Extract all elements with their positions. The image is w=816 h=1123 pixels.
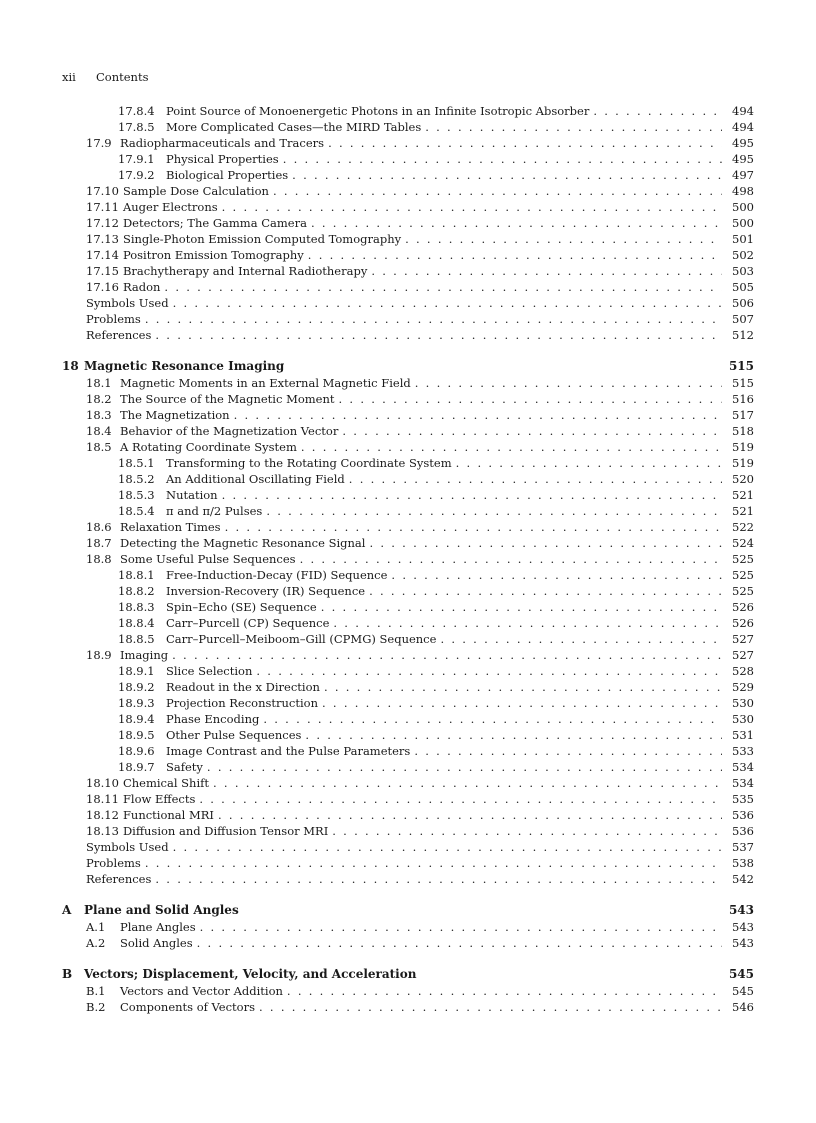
chapter-spacer [62, 951, 754, 965]
entry-page-number: 527 [732, 648, 754, 662]
entry-page-number: 528 [732, 664, 754, 678]
dot-leader [263, 711, 722, 727]
toc-subsection-entry[interactable] [62, 567, 754, 583]
entry-number: 18.11 [86, 792, 119, 806]
toc-subsection-entry[interactable] [62, 151, 754, 167]
toc-section-entry[interactable] [62, 423, 754, 439]
toc-subsection-entry[interactable] [62, 455, 754, 471]
entry-page-number: 536 [732, 808, 754, 822]
dot-leader [259, 999, 722, 1015]
dot-leader [425, 119, 722, 135]
entry-title: Functional MRI [122, 808, 214, 822]
dot-leader [349, 471, 722, 487]
dot-leader [414, 743, 722, 759]
dot-leader [197, 935, 722, 951]
toc-subsection-entry[interactable] [62, 743, 754, 759]
entry-number: 17.9 [86, 136, 112, 150]
toc-section-entry[interactable] [62, 775, 754, 791]
entry-page-number: 519 [732, 440, 754, 454]
entry-number: 17.13 [86, 232, 119, 246]
entry-page-number: 520 [732, 472, 754, 486]
entry-title: Point Source of Monoenergetic Photons in an Infinite Isotropic Absorber [166, 104, 590, 118]
toc-subsection-entry[interactable] [62, 583, 754, 599]
entry-number: 18.5 [86, 440, 112, 454]
entry-number: 18.9.4 [118, 712, 155, 726]
chapter-heading[interactable] [62, 965, 754, 983]
entry-number: 18.8.5 [118, 632, 155, 646]
chapter-number: 18 [62, 359, 79, 373]
dot-leader [339, 391, 722, 407]
entry-page-number: 498 [732, 184, 754, 198]
entry-page-number: 503 [732, 264, 754, 278]
entry-title: Sample Dose Calculation [122, 184, 269, 198]
dot-leader [283, 151, 722, 167]
dot-leader [213, 775, 722, 791]
toc-section-entry[interactable] [62, 263, 754, 279]
entry-page-number: 530 [732, 696, 754, 710]
toc-subsection-entry[interactable] [62, 679, 754, 695]
entry-title: The Magnetization [120, 408, 230, 422]
dot-leader [308, 247, 722, 263]
dot-leader [415, 375, 722, 391]
dot-leader [342, 423, 722, 439]
toc-subsection-entry[interactable] [62, 503, 754, 519]
chapter-number: B [62, 967, 73, 981]
dot-leader [164, 279, 722, 295]
dot-leader [311, 215, 722, 231]
entry-page-number: 534 [732, 760, 754, 774]
toc-section-entry[interactable] [62, 919, 754, 935]
toc-subsection-entry[interactable] [62, 167, 754, 183]
entry-page-number: 524 [732, 536, 754, 550]
entry-page-number: 537 [732, 840, 754, 854]
page-number: xii [62, 70, 76, 84]
toc-section-entry[interactable] [62, 391, 754, 407]
entry-number: 18.9 [86, 648, 112, 662]
entry-title: Some Useful Pulse Sequences [120, 552, 296, 566]
table-of-contents [62, 103, 754, 1015]
chapter-title: Vectors; Displacement, Velocity, and Acceleration [84, 967, 417, 981]
toc-section-entry[interactable] [62, 279, 754, 295]
entry-number: 18.9.5 [118, 728, 155, 742]
entry-page-number: 515 [732, 376, 754, 390]
entry-number: A.1 [86, 920, 106, 934]
entry-title: Transforming to the Rotating Coordinate System [166, 456, 452, 470]
dot-leader [172, 647, 722, 663]
entry-title: Radiopharmaceuticals and Tracers [120, 136, 325, 150]
entry-title: Slice Selection [166, 664, 253, 678]
entry-number: B.1 [86, 984, 106, 998]
entry-page-number: 535 [732, 792, 754, 806]
entry-number: 17.9.2 [118, 168, 155, 182]
entry-page-number: 538 [732, 856, 754, 870]
entry-page-number: 494 [732, 104, 754, 118]
entry-number: 18.12 [86, 808, 119, 822]
dot-leader [273, 183, 722, 199]
toc-section-entry[interactable] [62, 375, 754, 391]
entry-title: Free-Induction-Decay (FID) Sequence [166, 568, 388, 582]
chapter-spacer [62, 887, 754, 901]
dot-leader [207, 759, 722, 775]
entry-title: Carr–Purcell–Meiboom–Gill (CPMG) Sequence [166, 632, 437, 646]
dot-leader [593, 103, 722, 119]
dot-leader [333, 615, 722, 631]
chapter-heading[interactable] [62, 357, 754, 375]
entry-page-number: 530 [732, 712, 754, 726]
running-head [62, 70, 149, 84]
toc-section-entry[interactable] [62, 535, 754, 551]
dot-leader [266, 503, 722, 519]
dot-leader [292, 167, 722, 183]
entry-page-number: 533 [732, 744, 754, 758]
entry-page-number: 501 [732, 232, 754, 246]
toc-section-entry[interactable] [62, 215, 754, 231]
toc-section-entry[interactable] [62, 247, 754, 263]
entry-number: 17.9.1 [118, 152, 155, 166]
dot-leader [155, 871, 722, 887]
entry-title: Auger Electrons [122, 200, 218, 214]
chapter-heading[interactable] [62, 901, 754, 919]
toc-section-entry[interactable] [62, 199, 754, 215]
toc-subsection-entry[interactable] [62, 631, 754, 647]
entry-page-number: 545 [732, 984, 754, 998]
entry-page-number: 494 [732, 120, 754, 134]
dot-leader [332, 823, 722, 839]
dot-leader [222, 199, 722, 215]
entry-title: Single-Photon Emission Computed Tomography [122, 232, 402, 246]
dot-leader [371, 263, 722, 279]
entry-title: Problems [86, 312, 141, 326]
entry-title: Safety [166, 760, 203, 774]
entry-title: Biological Properties [166, 168, 289, 182]
toc-section-entry[interactable] [62, 439, 754, 455]
entry-page-number: 502 [732, 248, 754, 262]
entry-title: Chemical Shift [122, 776, 210, 790]
entry-number: 18.6 [86, 520, 112, 534]
entry-title: Nutation [166, 488, 218, 502]
entry-page-number: 543 [732, 936, 754, 950]
toc-section-entry[interactable] [62, 791, 754, 807]
entry-title: Symbols Used [86, 840, 169, 854]
dot-leader [369, 583, 722, 599]
entry-title: Other Pulse Sequences [166, 728, 302, 742]
toc-subsection-entry[interactable] [62, 471, 754, 487]
dot-leader [301, 439, 722, 455]
entry-title: Brachytherapy and Internal Radiotherapy [122, 264, 368, 278]
entry-title: Magnetic Moments in an External Magnetic Field [120, 376, 411, 390]
entry-number: 17.16 [86, 280, 119, 294]
dot-leader [145, 855, 722, 871]
entry-number: 18.8.3 [118, 600, 155, 614]
toc-subsection-entry[interactable] [62, 727, 754, 743]
entry-title: References [86, 328, 152, 342]
entry-title: Vectors and Vector Addition [120, 984, 283, 998]
entry-title: Symbols Used [86, 296, 169, 310]
entry-page-number: 525 [732, 568, 754, 582]
toc-section-entry[interactable] [62, 999, 754, 1015]
dot-leader [234, 407, 722, 423]
toc-subsection-entry[interactable] [62, 119, 754, 135]
entry-page-number: 531 [732, 728, 754, 742]
entry-title: Relaxation Times [120, 520, 221, 534]
entry-title: Detecting the Magnetic Resonance Signal [120, 536, 366, 550]
entry-page-number: 536 [732, 824, 754, 838]
chapter-page-number: 545 [728, 967, 754, 981]
chapter-title: Plane and Solid Angles [84, 903, 239, 917]
toc-section-entry[interactable] [62, 407, 754, 423]
entry-title: Readout in the x Direction [166, 680, 320, 694]
entry-title: π and π/2 Pulses [166, 504, 263, 518]
toc-section-entry[interactable] [62, 295, 754, 311]
entry-page-number: 495 [732, 136, 754, 150]
entry-title: Spin–Echo (SE) Sequence [166, 600, 317, 614]
entry-title: The Source of the Magnetic Moment [120, 392, 335, 406]
dot-leader [328, 135, 722, 151]
entry-page-number: 522 [732, 520, 754, 534]
entry-number: 18.2 [86, 392, 112, 406]
entry-number: 18.8.1 [118, 568, 155, 582]
entry-page-number: 500 [732, 200, 754, 214]
entry-number: 18.9.2 [118, 680, 155, 694]
toc-section-entry[interactable] [62, 519, 754, 535]
toc-subsection-entry[interactable] [62, 487, 754, 503]
entry-title: Flow Effects [122, 792, 196, 806]
entry-title: A Rotating Coordinate System [120, 440, 297, 454]
entry-page-number: 518 [732, 424, 754, 438]
toc-subsection-entry[interactable] [62, 759, 754, 775]
toc-section-entry[interactable] [62, 311, 754, 327]
entry-title: Carr–Purcell (CP) Sequence [166, 616, 330, 630]
entry-title: An Additional Oscillating Field [166, 472, 345, 486]
chapter-number: A [62, 903, 72, 917]
dot-leader [173, 839, 722, 855]
dot-leader [305, 727, 722, 743]
entry-title: Imaging [120, 648, 169, 662]
toc-section-entry[interactable] [62, 871, 754, 887]
entry-page-number: 512 [732, 328, 754, 342]
entry-number: 18.5.2 [118, 472, 155, 486]
toc-section-entry[interactable] [62, 647, 754, 663]
dot-leader [324, 679, 722, 695]
toc-subsection-entry[interactable] [62, 103, 754, 119]
entry-title: Solid Angles [120, 936, 193, 950]
running-head-title: Contents [96, 70, 149, 84]
entry-number: 17.10 [86, 184, 119, 198]
entry-page-number: 527 [732, 632, 754, 646]
dot-leader [173, 295, 722, 311]
entry-number: 18.9.3 [118, 696, 155, 710]
entry-title: Image Contrast and the Pulse Parameters [166, 744, 411, 758]
toc-section-entry[interactable] [62, 935, 754, 951]
dot-leader [199, 791, 722, 807]
entry-page-number: 542 [732, 872, 754, 886]
dot-leader [369, 535, 722, 551]
entry-title: More Complicated Cases—the MIRD Tables [166, 120, 422, 134]
entry-number: 18.5.3 [118, 488, 155, 502]
entry-title: Diffusion and Diffusion Tensor MRI [122, 824, 329, 838]
entry-number: 18.5.4 [118, 504, 155, 518]
entry-number: 18.1 [86, 376, 112, 390]
chapter-title: Magnetic Resonance Imaging [84, 359, 285, 373]
entry-page-number: 543 [732, 920, 754, 934]
entry-page-number: 500 [732, 216, 754, 230]
dot-leader [225, 519, 722, 535]
toc-section-entry[interactable] [62, 983, 754, 999]
toc-subsection-entry[interactable] [62, 615, 754, 631]
dot-leader [222, 487, 722, 503]
toc-subsection-entry[interactable] [62, 711, 754, 727]
toc-section-entry[interactable] [62, 855, 754, 871]
chapter-page-number: 515 [728, 359, 754, 373]
toc-section-entry[interactable] [62, 551, 754, 567]
entry-number: 18.5.1 [118, 456, 155, 470]
entry-number: 18.13 [86, 824, 119, 838]
entry-number: 18.4 [86, 424, 112, 438]
entry-page-number: 534 [732, 776, 754, 790]
toc-subsection-entry[interactable] [62, 599, 754, 615]
entry-number: 18.10 [86, 776, 119, 790]
entry-title: Positron Emission Tomography [122, 248, 304, 262]
entry-number: 18.9.1 [118, 664, 155, 678]
entry-number: 18.8.2 [118, 584, 155, 598]
entry-title: Radon [122, 280, 161, 294]
toc-section-entry[interactable] [62, 807, 754, 823]
entry-number: 18.9.7 [118, 760, 155, 774]
entry-page-number: 519 [732, 456, 754, 470]
entry-title: Inversion-Recovery (IR) Sequence [166, 584, 366, 598]
entry-number: 17.8.4 [118, 104, 155, 118]
entry-title: References [86, 872, 152, 886]
entry-page-number: 516 [732, 392, 754, 406]
chapter-spacer [62, 343, 754, 357]
entry-number: A.2 [86, 936, 106, 950]
toc-subsection-entry[interactable] [62, 663, 754, 679]
dot-leader [322, 695, 722, 711]
dot-leader [440, 631, 722, 647]
entry-number: 17.12 [86, 216, 119, 230]
entry-number: 17.15 [86, 264, 119, 278]
entry-page-number: 526 [732, 616, 754, 630]
dot-leader [456, 455, 722, 471]
chapter-page-number: 543 [728, 903, 754, 917]
entry-number: 17.14 [86, 248, 119, 262]
dot-leader [256, 663, 722, 679]
entry-title: Behavior of the Magnetization Vector [120, 424, 339, 438]
toc-section-entry[interactable] [62, 135, 754, 151]
entry-page-number: 529 [732, 680, 754, 694]
entry-page-number: 521 [732, 504, 754, 518]
entry-page-number: 546 [732, 1000, 754, 1014]
toc-section-entry[interactable] [62, 183, 754, 199]
entry-title: Problems [86, 856, 141, 870]
entry-number: 18.8 [86, 552, 112, 566]
entry-number: 17.11 [86, 200, 119, 214]
entry-page-number: 525 [732, 584, 754, 598]
entry-title: Detectors; The Gamma Camera [122, 216, 307, 230]
entry-number: 18.7 [86, 536, 112, 550]
entry-page-number: 525 [732, 552, 754, 566]
dot-leader [145, 311, 722, 327]
entry-title: Physical Properties [166, 152, 279, 166]
entry-number: 17.8.5 [118, 120, 155, 134]
entry-page-number: 521 [732, 488, 754, 502]
entry-title: Components of Vectors [120, 1000, 255, 1014]
dot-leader [405, 231, 722, 247]
entry-page-number: 507 [732, 312, 754, 326]
dot-leader [321, 599, 722, 615]
entry-page-number: 495 [732, 152, 754, 166]
dot-leader [155, 327, 722, 343]
entry-title: Phase Encoding [166, 712, 260, 726]
dot-leader [391, 567, 722, 583]
entry-title: Projection Reconstruction [166, 696, 318, 710]
toc-section-entry[interactable] [62, 839, 754, 855]
entry-page-number: 526 [732, 600, 754, 614]
toc-subsection-entry[interactable] [62, 695, 754, 711]
entry-page-number: 505 [732, 280, 754, 294]
entry-page-number: 517 [732, 408, 754, 422]
entry-title: Plane Angles [120, 920, 196, 934]
toc-section-entry[interactable] [62, 327, 754, 343]
dot-leader [200, 919, 722, 935]
entry-number: 18.8.4 [118, 616, 155, 630]
toc-section-entry[interactable] [62, 823, 754, 839]
dot-leader [218, 807, 722, 823]
entry-page-number: 506 [732, 296, 754, 310]
entry-number: B.2 [86, 1000, 106, 1014]
entry-number: 18.9.6 [118, 744, 155, 758]
entry-number: 18.3 [86, 408, 112, 422]
dot-leader [300, 551, 722, 567]
dot-leader [287, 983, 722, 999]
entry-page-number: 497 [732, 168, 754, 182]
toc-section-entry[interactable] [62, 231, 754, 247]
